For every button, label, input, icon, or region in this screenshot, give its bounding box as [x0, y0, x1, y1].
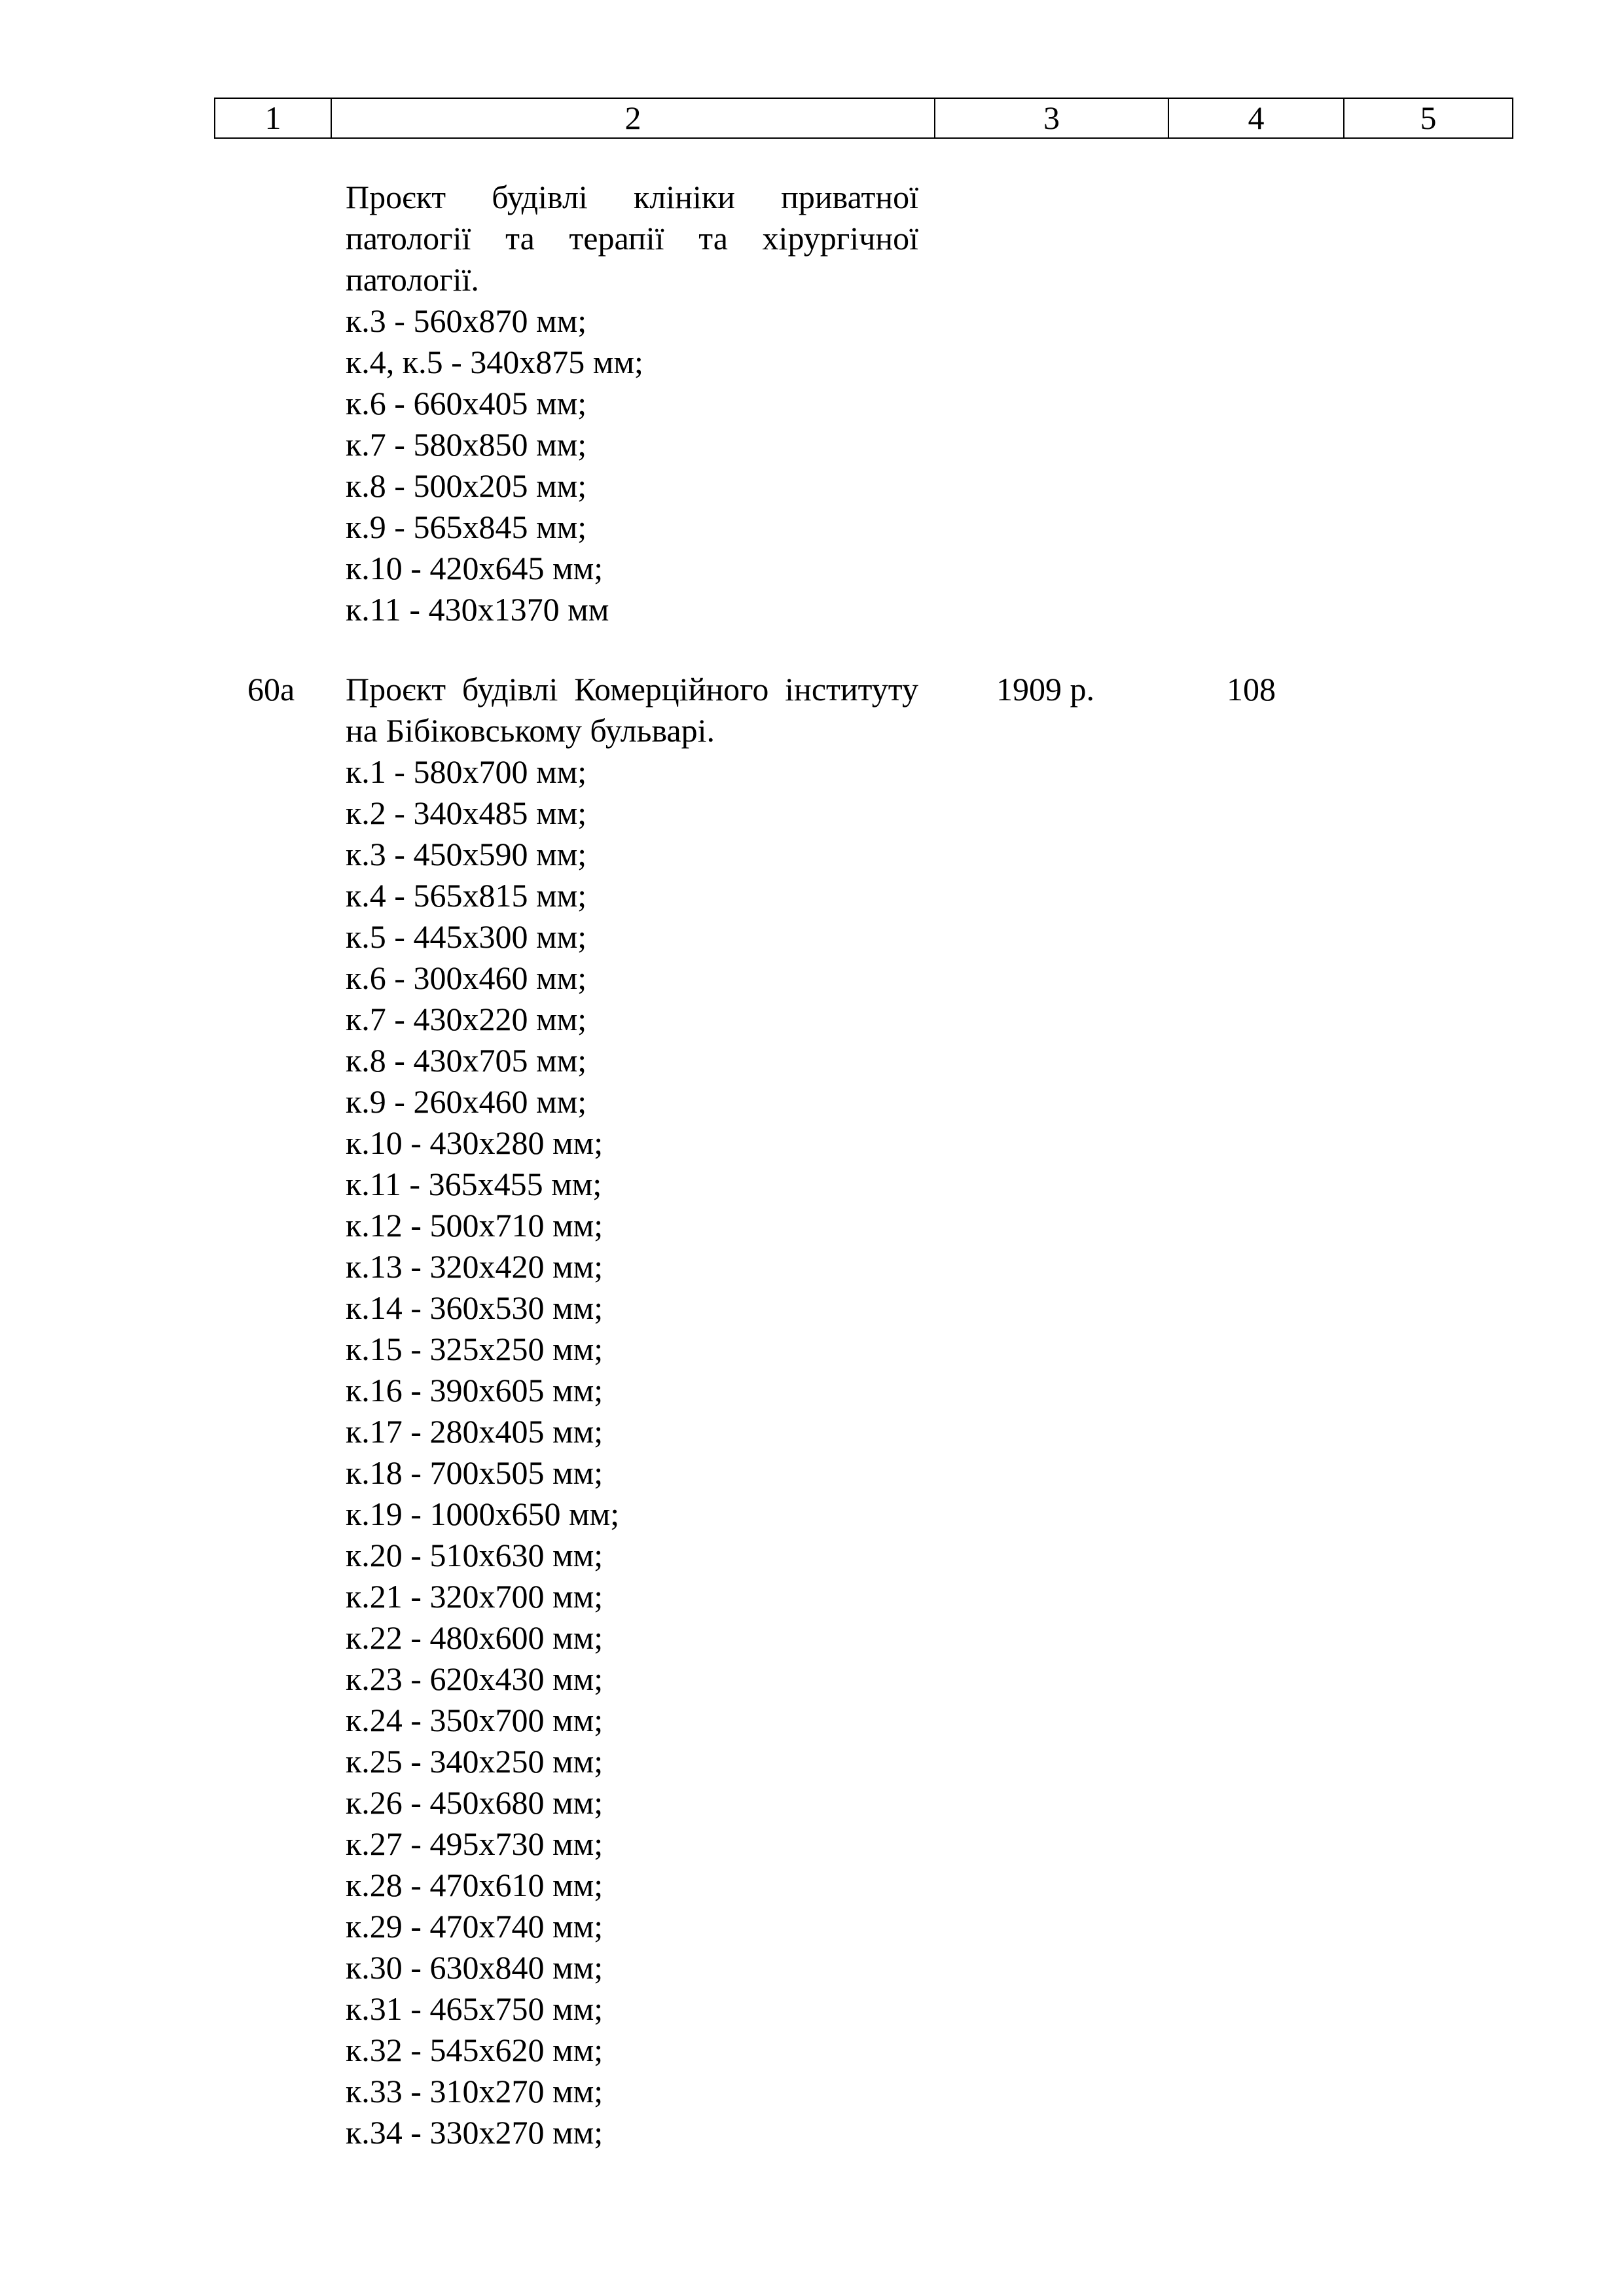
sheet-dimension-item: к.10 - 420х645 мм;: [346, 550, 604, 586]
sheet-dimension-item: к.9 - 260х460 мм;: [346, 1083, 587, 1120]
sheet-dimension-item: к.30 - 630х840 мм;: [346, 1949, 604, 1986]
column-number-5: 5: [1420, 99, 1437, 136]
sheet-dimension-item: к.4 - 565х815 мм;: [346, 877, 587, 914]
sheet-dimension-item: к.15 - 325х250 мм;: [346, 1331, 604, 1367]
sheet-dimension-item: к.31 - 465х750 мм;: [346, 1990, 604, 2027]
sheet-dimension-item: к.18 - 700х505 мм;: [346, 1454, 604, 1491]
column-number-3: 3: [935, 99, 1169, 137]
sheet-dimension-item: к.34 - 330х270 мм;: [346, 2114, 604, 2151]
sheet-dimension-item: к.3 - 560х870 мм;: [346, 302, 587, 339]
sheet-dimension-item: к.21 - 320х700 мм;: [346, 1578, 604, 1615]
sheet-dimension-item: к.9 - 565х845 мм;: [346, 509, 587, 545]
sheet-dimension-item: к.14 - 360х530 мм;: [346, 1289, 604, 1326]
sheet-dimension-item: к.29 - 470х740 мм;: [346, 1908, 604, 1945]
sheet-dimension-item: к.16 - 390х605 мм;: [346, 1372, 604, 1408]
sheet-dimension-item: к.22 - 480х600 мм;: [346, 1619, 604, 1656]
entry-description: [346, 669, 918, 2153]
sheet-dimension-item: к.6 - 660х405 мм;: [346, 385, 587, 422]
sheet-dimension-item: к.5 - 445х300 мм;: [346, 918, 587, 955]
sheet-dimension-item: к.28 - 470х610 мм;: [346, 1867, 604, 1903]
entry-year: 1909 р.: [996, 671, 1094, 708]
sheet-dimension-item: к.13 - 320х420 мм;: [346, 1248, 604, 1285]
sheet-dimension-item: к.27 - 495х730 мм;: [346, 1825, 604, 1862]
sheet-dimension-item: к.25 - 340х250 мм;: [346, 1743, 604, 1780]
sheet-dimension-item: к.17 - 280х405 мм;: [346, 1413, 604, 1450]
entry-sheet-count: 108: [1227, 671, 1276, 708]
sheet-dimension-item: к.8 - 430х705 мм;: [346, 1042, 587, 1079]
sheet-dimension-item: к.20 - 510х630 мм;: [346, 1537, 604, 1573]
entry-description: [346, 177, 918, 630]
sheet-dimension-item: к.33 - 310х270 мм;: [346, 2073, 604, 2109]
entry-title: Проєкт будівлі Комерційного інституту на Бібіковському бульварі.: [346, 671, 918, 749]
sheet-dimension-item: к.32 - 545х620 мм;: [346, 2032, 604, 2068]
sheet-dimension-item: к.19 - 1000х650 мм;: [346, 1496, 620, 1532]
sheet-dimension-item: к.7 - 580х850 мм;: [346, 426, 587, 463]
sheet-dimension-item: к.1 - 580х700 мм;: [346, 753, 587, 790]
entry-number: 60а: [247, 671, 295, 708]
sheet-dimension-item: к.6 - 300х460 мм;: [346, 960, 587, 996]
sheet-list: [346, 300, 918, 630]
sheet-dimension-item: к.2 - 340х485 мм;: [346, 795, 587, 831]
sheet-dimension-item: к.11 - 365х455 мм;: [346, 1166, 602, 1202]
sheet-dimension-item: к.8 - 500х205 мм;: [346, 467, 587, 504]
sheet-dimension-item: к.26 - 450х680 мм;: [346, 1784, 604, 1821]
column-number-1: 1: [215, 99, 332, 137]
sheet-dimension-item: к.12 - 500х710 мм;: [346, 1207, 604, 1244]
sheet-dimension-item: к.10 - 430х280 мм;: [346, 1124, 604, 1161]
sheet-dimension-item: к.24 - 350х700 мм;: [346, 1702, 604, 1738]
sheet-dimension-item: к.11 - 430х1370 мм: [346, 591, 609, 628]
sheet-dimension-item: к.3 - 450х590 мм;: [346, 836, 587, 872]
column-number-4: 4: [1169, 99, 1344, 137]
sheet-dimension-item: к.23 - 620х430 мм;: [346, 1660, 604, 1697]
sheet-list: [346, 751, 918, 2153]
entry-title: Проєкт будівлі клініки приватної патології та терапії та хірургічної патології.: [346, 179, 918, 298]
sheet-dimension-item: к.4, к.5 - 340х875 мм;: [346, 344, 643, 380]
column-number-2: 2: [332, 99, 935, 137]
column-number-header: [214, 98, 1513, 139]
sheet-dimension-item: к.7 - 430х220 мм;: [346, 1001, 587, 1037]
